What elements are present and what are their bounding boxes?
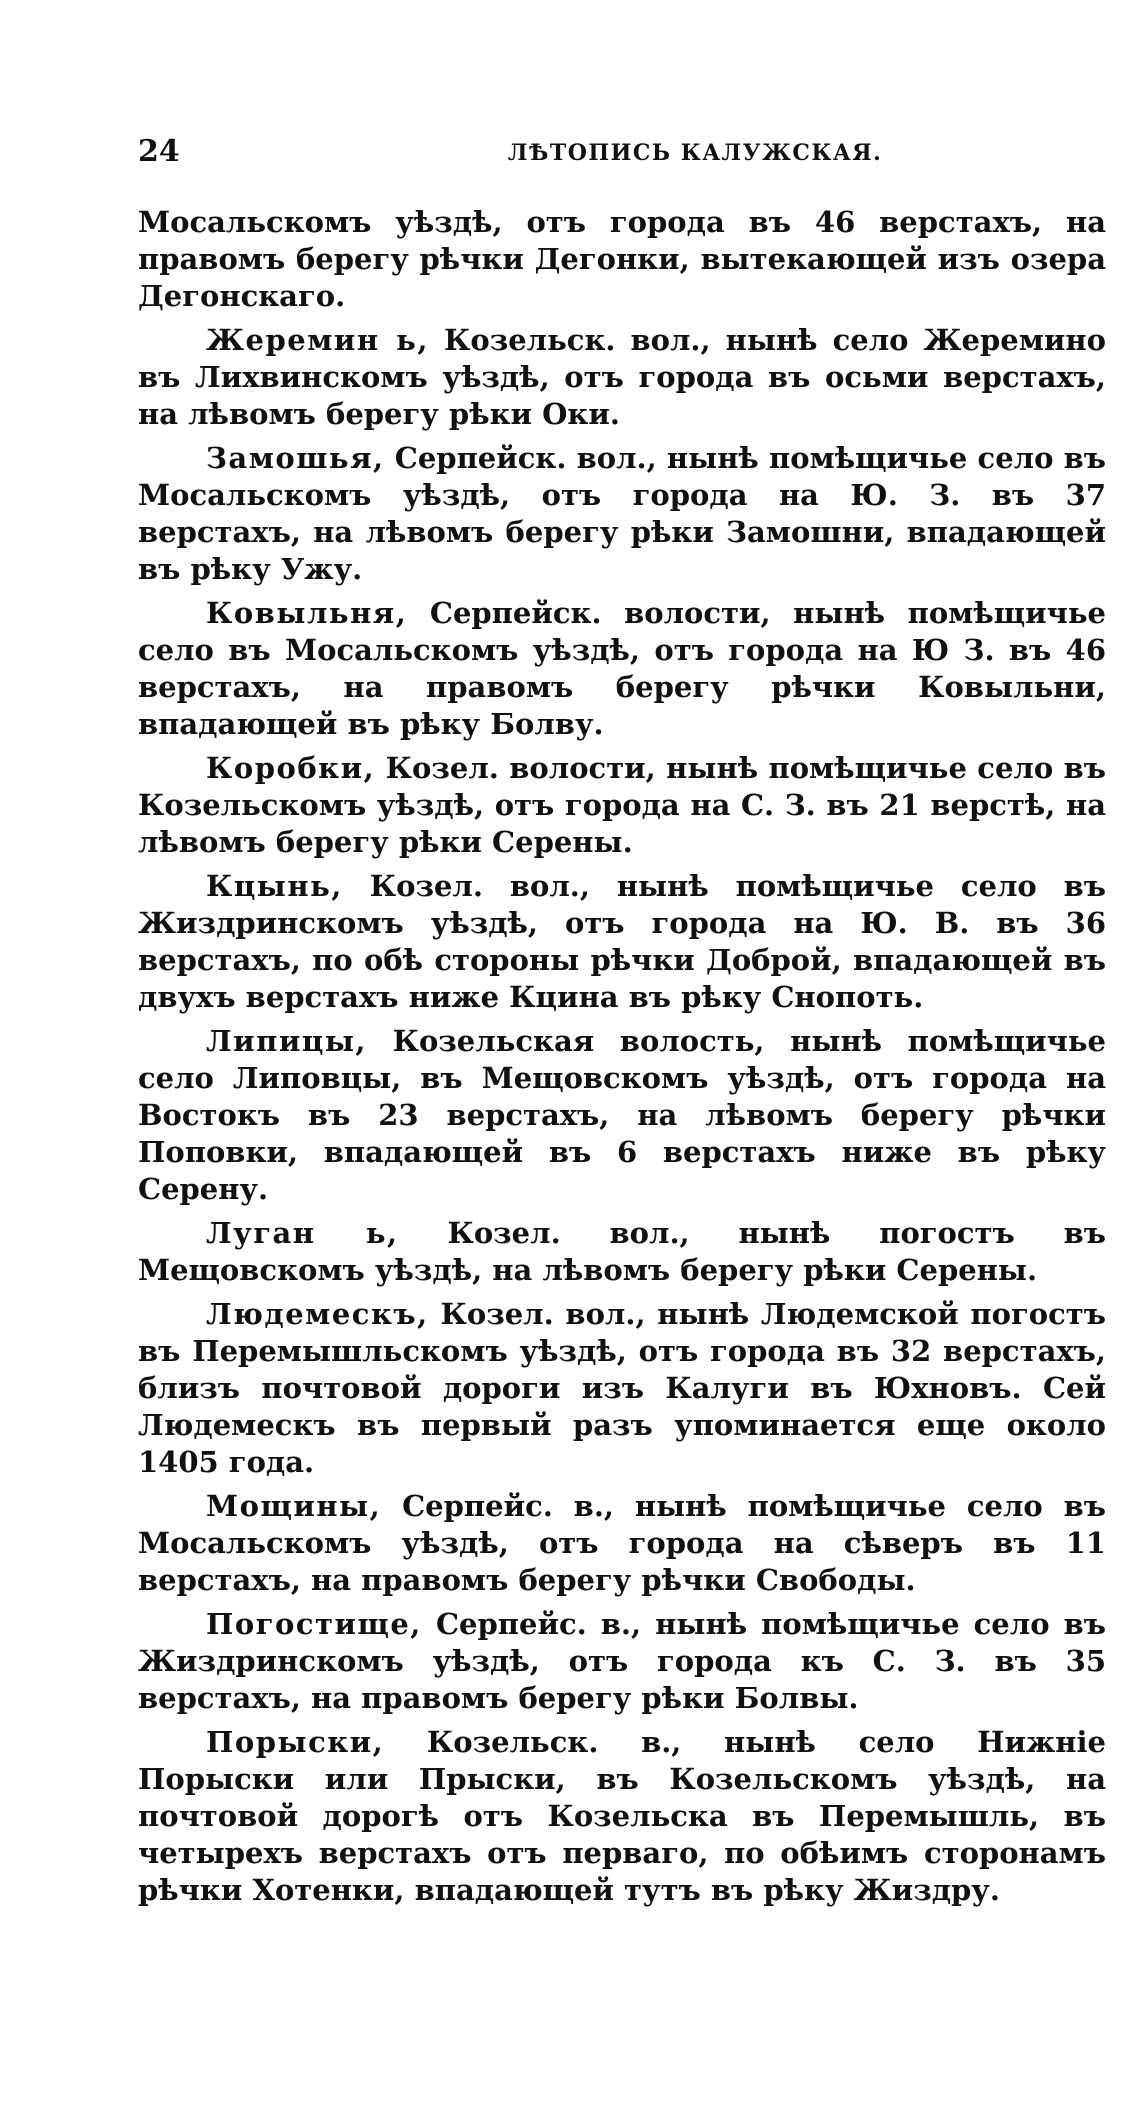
entry-zheremin: [138, 322, 1106, 433]
entry-pogostishche: [138, 1606, 1106, 1717]
entry-ktsyn: [138, 868, 1106, 1016]
entry-text: Козельск. в., нынѣ село Нижніе Порыски или Прыски, въ Козельскомъ уѣздѣ, на почтовой дорогѣ отъ Козельска въ Перемышль, въ четырехъ верстахъ отъ перваго, по обѣимъ сторонамъ рѣчки Хотенки, впадающей тутъ въ рѣку Жиздру.: [138, 1725, 1106, 1907]
entry-text: Серпейск. вол., нынѣ помѣщичье село въ Мосальскомъ уѣздѣ, отъ города на Ю. З. въ 37 верстахъ, на лѣвомъ берегу рѣки Замошни, впадающей въ рѣку Ужу.: [138, 441, 1106, 586]
entry-headword: Коробки,: [206, 751, 376, 785]
entry-text: Серпейск. волости, нынѣ помѣщичье село въ Мосальскомъ уѣздѣ, отъ города на Ю З. въ 46 верстахъ, на правомъ берегу рѣчки Ковыльни, впадающей въ рѣку Болву.: [138, 596, 1106, 741]
entry-korobki: [138, 750, 1106, 861]
entry-lyudemesk: [138, 1296, 1106, 1481]
entry-headword: Луган ь,: [206, 1216, 399, 1250]
entry-headword: Людемескъ,: [206, 1297, 429, 1331]
entry-moshchiny: [138, 1488, 1106, 1599]
entry-lugan: [138, 1215, 1106, 1289]
entry-headword: Жеремин ь,: [206, 323, 429, 357]
entries-list: [138, 204, 1106, 1916]
entry-text: Козельск. вол., нынѣ село Жеремино въ Лихвинскомъ уѣздѣ, отъ города въ осьми верстахъ, на лѣвомъ берегу рѣки Оки.: [138, 323, 1106, 431]
page-header: [138, 134, 1038, 174]
entry-text: Козел. вол., нынѣ погостъ въ Мещовскомъ уѣздѣ, на лѣвомъ берегу рѣки Серены.: [138, 1216, 1106, 1287]
entry-kovylnya: [138, 595, 1106, 743]
entry-text: Серпейс. в., нынѣ помѣщичье село въ Мосальскомъ уѣздѣ, отъ города на сѣверъ въ 11 верстахъ, на правомъ берегу рѣчки Свободы.: [138, 1489, 1106, 1597]
entry-text: Козельская волость, нынѣ помѣщичье село Липовцы, въ Мещовскомъ уѣздѣ, отъ города на Востокъ въ 23 верстахъ, на лѣвомъ берегу рѣчки Поповки, впадающей въ 6 верстахъ ниже въ рѣку Серену.: [138, 1024, 1106, 1206]
entry-continuation: [138, 204, 1106, 315]
entry-text: Козел. волости, нынѣ помѣщичье село въ Козельскомъ уѣздѣ, отъ города на С. З. въ 21 верстѣ, на лѣвомъ берегу рѣки Серены.: [138, 751, 1106, 859]
entry-headword: Порыски,: [206, 1725, 385, 1759]
entry-text: Козел. вол., нынѣ Людемской погостъ въ Перемышльскомъ уѣздѣ, отъ города въ 32 верстахъ, близъ почтовой дороги изъ Калуги въ Юхновъ. Сей Людемескъ въ первый разъ упоминается еще около 1405 года.: [138, 1297, 1106, 1479]
entry-lipitsy: [138, 1023, 1106, 1208]
entry-headword: Замошья,: [206, 441, 385, 475]
entry-headword: Ковыльня,: [206, 596, 408, 630]
entry-text: Мосальскомъ уѣздѣ, отъ города въ 46 верстахъ, на правомъ берегу рѣчки Дегонки, вытекающей изъ озера Дегонскаго.: [138, 205, 1106, 313]
entry-headword: Липицы,: [206, 1024, 367, 1058]
entry-text: Серпейс. в., нынѣ помѣщичье село въ Жиздринскомъ уѣздѣ, отъ города къ С. З. въ 35 верстахъ, на правомъ берегу рѣки Болвы.: [138, 1607, 1106, 1715]
entry-zamoshya: [138, 440, 1106, 588]
entry-headword: Мощины,: [206, 1489, 382, 1523]
page-number: 24: [138, 134, 180, 169]
entry-poryski: [138, 1724, 1106, 1909]
entry-headword: Погостище,: [206, 1607, 422, 1641]
entry-text: Козел. вол., нынѣ помѣщичье село въ Жиздринскомъ уѣздѣ, отъ города на Ю. В. въ 36 верстахъ, по обѣ стороны рѣчки Доброй, впадающей въ двухъ верстахъ ниже Кцина въ рѣку Снопоть.: [138, 869, 1106, 1014]
entry-headword: Кцынь,: [206, 869, 343, 903]
running-title: ЛѢТОПИСЬ КАЛУЖСКАЯ.: [508, 140, 883, 166]
